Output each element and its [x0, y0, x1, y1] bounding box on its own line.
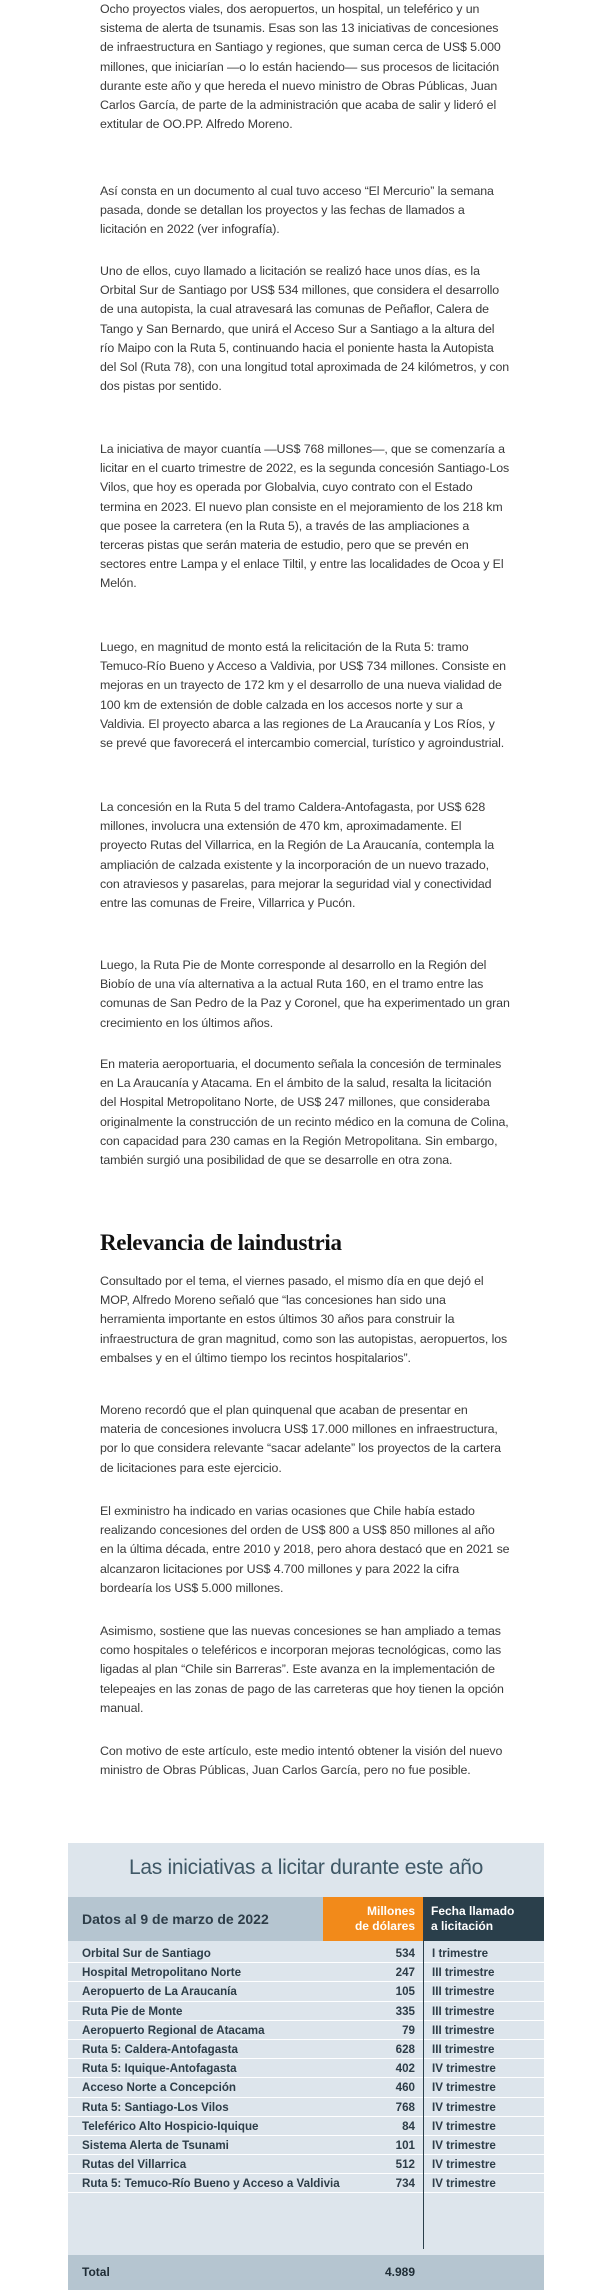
row-name: Ruta Pie de Monte — [82, 2004, 183, 2018]
row-name: Teleférico Alto Hospicio-Iquique — [82, 2119, 259, 2133]
row-value: 628 — [395, 2042, 415, 2056]
row-date: III trimestre — [432, 1966, 495, 1980]
row-date: III trimestre — [432, 2042, 495, 2056]
total-label: Total — [82, 2265, 110, 2279]
row-name: Ruta 5: Iquique-Antofagasta — [82, 2062, 237, 2076]
row-value: 247 — [395, 1966, 415, 1980]
row-date: III trimestre — [432, 1985, 495, 1999]
row-value: 84 — [402, 2119, 415, 2133]
row-date: IV trimestre — [432, 2119, 496, 2133]
row-name: Ruta 5: Santiago-Los Vilos — [82, 2100, 229, 2114]
section-heading: Relevancia de laindustria — [100, 1230, 342, 1255]
row-date: IV trimestre — [432, 2138, 496, 2152]
table-row — [68, 2155, 544, 2174]
paragraph-7: Luego, la Ruta Pie de Monte corresponde al desarrollo en la Región del Biobío de una vía alternativa a la actual Ruta 160, en el tramo entre las comunas de San Pedro de la Paz y Coronel, que ha experimentado un gran crecimiento en los últimos años. — [100, 958, 510, 1030]
paragraph-1: Ocho proyectos viales, dos aeropuertos, un hospital, un teleférico y un sistema de alerta de tsunamis. Esas son las 13 iniciativas de concesiones de infraestructura en Santiago y regiones, que suman cerca de US$ 5.000 millones, que iniciarían —o lo están haciendo— sus procesos de licitación durante este año y que hereda el nuevo ministro de Obras Públicas, Juan Carlos García, de parte de la administración que acaba de salir y lideró el extitular de OO.PP. Alfredo Moreno. — [100, 2, 501, 132]
row-value: 335 — [395, 2004, 415, 2018]
infographic-table — [68, 1843, 544, 2290]
total-value: 4.989 — [384, 2265, 415, 2279]
row-name: Ruta 5: Caldera-Antofagasta — [82, 2042, 238, 2056]
paragraph-12: Asimismo, sostiene que las nuevas concesiones se han ampliado a temas como hospitales o teleféricos e incorporan mejoras tecnológicas, como las ligadas al plan “Chile sin Barreras”. Este avanza en la implementación de telepeajes en las zonas de pago de las carreteras que hoy tienen la opción manual. — [100, 1624, 504, 1715]
row-date: III trimestre — [432, 2004, 495, 2018]
column-divider — [423, 1941, 424, 2249]
row-name: Sistema Alerta de Tsunami — [82, 2138, 229, 2152]
table-row — [68, 2021, 544, 2040]
table-row — [68, 2002, 544, 2021]
table-row — [68, 2136, 544, 2155]
row-value: 79 — [402, 2023, 415, 2037]
row-value: 734 — [395, 2177, 415, 2191]
row-name: Ruta 5: Temuco-Río Bueno y Acceso a Valdivia — [82, 2177, 340, 2191]
header-millions: Millones de dólares — [323, 1897, 423, 1941]
infographic-title: Las iniciativas a licitar durante este año — [129, 1856, 483, 1879]
row-name: Orbital Sur de Santiago — [82, 1947, 211, 1960]
row-name: Aeropuerto Regional de Atacama — [82, 2023, 265, 2037]
row-date: I trimestre — [432, 1947, 489, 1960]
row-date: IV trimestre — [432, 2081, 496, 2095]
row-name: Aeropuerto de La Araucanía — [82, 1985, 237, 1999]
paragraph-4: La iniciativa de mayor cuantía —US$ 768 millones—, que se comenzaría a licitar en el cuarto trimestre de 2022, es la segunda concesión Santiago-Los Vilos, que hoy es operada por Globalvia, cuyo contrato con el Estado termina en 2023. El nuevo plan consiste en el mejoramiento de los 218 km que posee la carretera (en la Ruta 5), a través de las ampliaciones a terceras pistas que serán materia de estudio, pero que se prevén en sectores entre Lampa y el enlace Tiltil, y entre las localidades de Ocoa y El Melón. — [100, 442, 510, 591]
table-row — [68, 2098, 544, 2117]
header-data-date: Datos al 9 de marzo de 2022 — [68, 1897, 323, 1941]
paragraph-9: Consultado por el tema, el viernes pasado, el mismo día en que dejó el MOP, Alfredo Moreno señaló que “las concesiones han sido una herramienta importante en estos últimos 30 años para construir la infraestructura de gran magnitud, como son las autopistas, aeropuertos, los embalses y en el último tiempo los recintos hospitalarios”. — [100, 1274, 508, 1365]
row-value: 101 — [395, 2138, 415, 2152]
table-row — [68, 2078, 544, 2097]
table-body — [68, 1944, 544, 2193]
row-value: 402 — [395, 2062, 415, 2076]
row-value: 460 — [395, 2081, 415, 2095]
table-row — [68, 2059, 544, 2078]
row-name: Acceso Norte a Concepción — [82, 2081, 236, 2095]
row-name: Rutas del Villarrica — [82, 2158, 187, 2172]
row-value: 768 — [395, 2100, 415, 2114]
paragraph-6: La concesión en la Ruta 5 del tramo Caldera-Antofagasta, por US$ 628 millones, involucra una extensión de 470 km, aproximadamente. El proyecto Rutas del Villarrica, en la Región de La Araucanía, contempla la ampliación de calzada existente y la incorporación de un nuevo trazado, con atraviesos y pasarelas, para mejorar la seguridad vial y conectividad entre las comunas de Freire, Villarrica y Pucón. — [100, 800, 495, 911]
table-row — [68, 1963, 544, 1982]
row-value: 534 — [395, 1947, 415, 1960]
row-date: IV trimestre — [432, 2100, 496, 2114]
row-date: IV trimestre — [432, 2177, 496, 2191]
paragraph-3: Uno de ellos, cuyo llamado a licitación se realizó hace unos días, es la Orbital Sur de Santiago por US$ 534 millones, que considera el desarrollo de una autopista, la cual atravesará las comunas de Peñaflor, Calera de Tango y San Bernardo, que unirá el Acceso Sur a Santiago a la altura del río Maipo con la Ruta 5, continuando hacia el poniente hasta la Autopista del Sol (Ruta 78), con una longitud total aproximada de 24 kilómetros, y con dos pistas por sentido. — [100, 264, 510, 394]
table-header — [68, 1897, 544, 1941]
total-row — [68, 2255, 544, 2290]
paragraph-2: Así consta en un documento al cual tuvo acceso “El Mercurio” la semana pasada, donde se detallan los proyectos y las fechas de llamados a licitación en 2022 (ver infografía). — [100, 184, 494, 237]
row-name: Hospital Metropolitano Norte — [82, 1966, 242, 1980]
paragraph-8: En materia aeroportuaria, el documento señala la concesión de terminales en La Araucanía y Atacama. En el ámbito de la salud, resalta la licitación del Hospital Metropolitano Norte, de US$ 247 millones, que consideraba originalmente la construcción de un recinto médico en la comuna de Colina, con capacidad para 230 camas en la Región Metropolitana. Sin embargo, también surgió una posibilidad de que se desarrolle en otra zona. — [100, 1057, 509, 1168]
header-tender-date: Fecha llamado a licitación — [423, 1897, 544, 1941]
paragraph-11: El exministro ha indicado en varias ocasiones que Chile había estado realizando concesiones del orden de US$ 800 a US$ 850 millones al año en la última década, entre 2010 y 2018, pero ahora destacó que en 2021 se alcanzaron licitaciones por US$ 4.700 millones y para 2022 la cifra bordearía los US$ 5.000 millones. — [100, 1504, 510, 1595]
paragraph-10: Moreno recordó que el plan quinquenal que acaban de presentar en materia de concesiones involucra US$ 17.000 millones en infraestructura, por lo que considera relevante “sacar adelante” los proyectos de la cartera de licitaciones para este ejercicio. — [100, 1403, 501, 1475]
paragraph-5: Luego, en magnitud de monto está la relicitación de la Ruta 5: tramo Temuco-Río Bueno y Acceso a Valdivia, por US$ 734 millones. Consiste en mejoras en un trayecto de 172 km y el desarrollo de una nueva vialidad de 100 km de extensión de doble calzada en los accesos norte y sur a Valdivia. El proyecto abarca a las regiones de La Araucanía y Los Ríos, y se prevé que favorecerá el intercambio comercial, turístico y agroindustrial. — [100, 640, 506, 751]
table-row — [68, 1982, 544, 2001]
row-date: IV trimestre — [432, 2062, 496, 2076]
row-value: 105 — [395, 1985, 415, 1999]
row-value: 512 — [395, 2158, 415, 2172]
paragraph-13: Con motivo de este artículo, este medio intentó obtener la visión del nuevo ministro de Obras Públicas, Juan Carlos García, pero no fue posible. — [100, 1744, 503, 1778]
table-row — [68, 1944, 544, 1963]
table-row — [68, 2174, 544, 2193]
row-date: IV trimestre — [432, 2158, 496, 2172]
table-row — [68, 2040, 544, 2059]
table-row — [68, 2117, 544, 2136]
row-date: III trimestre — [432, 2023, 495, 2037]
